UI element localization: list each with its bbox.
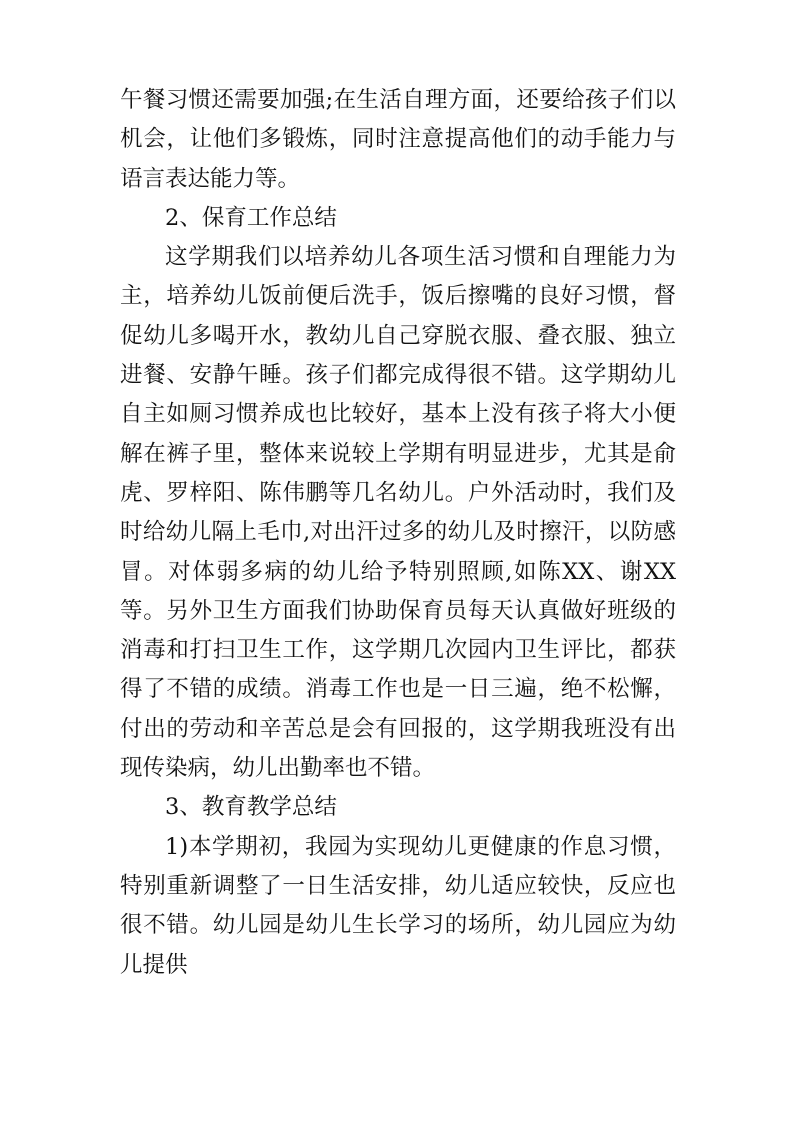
paragraph-childcare-work: 这学期我们以培养幼儿各项生活习惯和自理能力为主，培养幼儿饭前便后洗手，饭后擦嘴的良好习惯，督促幼儿多喝开水，教幼儿自己穿脱衣服、叠衣服、独立进餐、安静午睡。孩子们都完成得很不错。这学期幼儿自主如厕习惯养成也比较好，基本上没有孩子将大小便解在裤子里，整体来说较上学期有明显进步，尤其是俞虎、罗梓阳、陈伟鹏等几名幼儿。户外活动时，我们及时给幼儿隔上毛巾,对出汗过多的幼儿及时擦汗，以防感冒。对体弱多病的幼儿给予特别照顾,如陈XX、谢XX等。另外卫生方面我们协助保育员每天认真做好班级的消毒和打扫卫生工作，这学期几次园内卫生评比，都获得了不错的成绩。消毒工作也是一日三遍，绝不松懈，付出的劳动和辛苦总是会有回报的，这学期我班没有出现传染病，幼儿出勤率也不错。 bbox=[120, 244, 676, 782]
paragraph-teaching-item-1: 1)本学期初，我园为实现幼儿更健康的作息习惯，特别重新调整了一日生活安排，幼儿适应较快，反应也很不错。幼儿园是幼儿生长学习的场所，幼儿园应为幼儿提供 bbox=[120, 833, 676, 978]
section-heading-childcare-summary: 2、保育工作总结 bbox=[165, 204, 337, 231]
paragraph-continuation: 午餐习惯还需要加强;在生活自理方面，还要给孩子们以机会，让他们多锻炼，同时注意提高他们的动手能力与语言表达能力等。 bbox=[120, 87, 676, 192]
section-heading-teaching-summary: 3、教育教学总结 bbox=[165, 794, 337, 821]
document-body bbox=[120, 81, 676, 985]
